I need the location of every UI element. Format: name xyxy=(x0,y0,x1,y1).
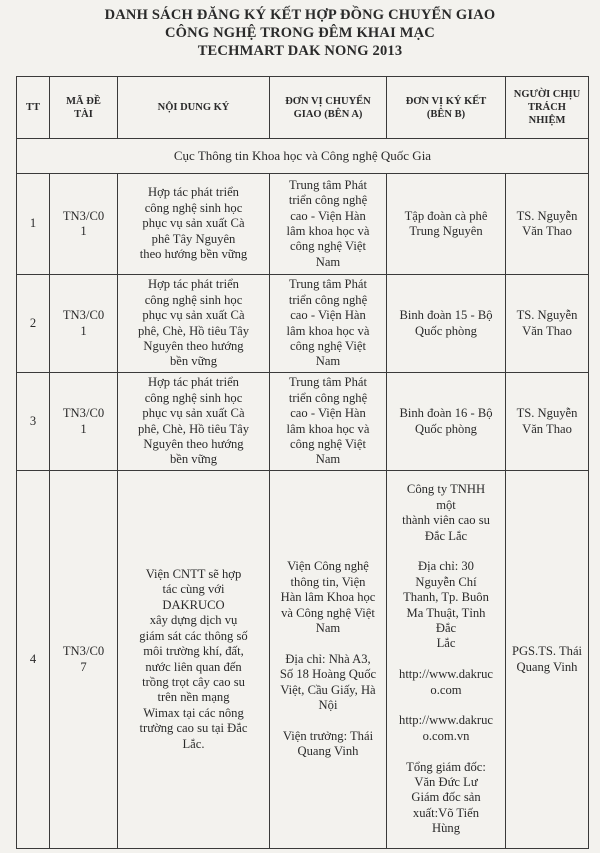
cell-party-b: Tập đoàn cà phê Trung Nguyên xyxy=(387,174,506,275)
cell-party-a: Trung tâm Phát triển công nghệ cao - Viện Hàn lâm khoa học và công nghệ Việt Nam xyxy=(270,275,387,373)
contract-registration-table xyxy=(16,76,589,849)
cell-tt: 1 xyxy=(17,174,50,275)
cell-party-a: Trung tâm Phát triển công nghệ cao - Viện Hàn lâm khoa học và công nghệ Việt Nam xyxy=(270,373,387,471)
cell-responsible: PGS.TS. Thái Quang Vinh xyxy=(506,471,589,849)
cell-code: TN3/C0 7 xyxy=(50,471,118,849)
cell-party-b: Công ty TNHH một thành viên cao su Đắc Lắc Địa chỉ: 30 Nguyễn Chí Thanh, Tp. Buôn Ma Thuật, Tỉnh Đắc Lắc http://www.dakruc o.com http://www.dakruc o.com.vn Tổng giám đốc: Văn Đức Lư Giám đốc sản xuất:Võ Tiến Hùng xyxy=(387,471,506,849)
agency-row xyxy=(17,139,589,174)
table-row xyxy=(17,174,589,275)
title-line-2: CÔNG NGHỆ TRONG ĐÊM KHAI MẠC xyxy=(165,25,435,41)
cell-tt: 3 xyxy=(17,373,50,471)
cell-code: TN3/C0 1 xyxy=(50,174,118,275)
cell-content: Viện CNTT sẽ hợp tác cùng với DAKRUCO xây dựng dịch vụ giám sát các thông số môi trường khí, đất, nước liên quan đến trồng trọt cây cao su trên nền mạng Wimax tại các nông trường cao su tại Đắc Lắc. xyxy=(118,471,270,849)
header-content: NỘI DUNG KÝ xyxy=(118,77,270,139)
document-title xyxy=(0,6,600,60)
title-line-1: DANH SÁCH ĐĂNG KÝ KẾT HỢP ĐỒNG CHUYỂN GIAO xyxy=(104,7,496,23)
cell-party-b: Binh đoàn 15 - Bộ Quốc phòng xyxy=(387,275,506,373)
header-responsible: NGƯỜI CHỊU TRÁCH NHIỆM xyxy=(506,77,589,139)
cell-tt: 4 xyxy=(17,471,50,849)
header-code: MÃ ĐỀ TÀI xyxy=(50,77,118,139)
header-tt: TT xyxy=(17,77,50,139)
cell-responsible: TS. Nguyễn Văn Thao xyxy=(506,373,589,471)
cell-code: TN3/C0 1 xyxy=(50,275,118,373)
table-row xyxy=(17,373,589,471)
cell-responsible: TS. Nguyễn Văn Thao xyxy=(506,275,589,373)
cell-party-a: Viện Công nghệ thông tin, Viện Hàn lâm Khoa học và Công nghệ Việt Nam Địa chỉ: Nhà A3, Số 18 Hoàng Quốc Việt, Cầu Giấy, Hà Nội Viện trưởng: Thái Quang Vinh xyxy=(270,471,387,849)
cell-content: Hợp tác phát triển công nghệ sinh học phục vụ sản xuất Cà phê, Chè, Hồ tiêu Tây Nguyên theo hướng bền vững xyxy=(118,373,270,471)
cell-content: Hợp tác phát triển công nghệ sinh học phục vụ sản xuất Cà phê Tây Nguyên theo hướng bền vững xyxy=(118,174,270,275)
title-line-3: TECHMART DAK NONG 2013 xyxy=(197,43,403,59)
cell-party-b: Binh đoàn 16 - Bộ Quốc phòng xyxy=(387,373,506,471)
cell-tt: 2 xyxy=(17,275,50,373)
cell-content: Hợp tác phát triển công nghệ sinh học phục vụ sản xuất Cà phê, Chè, Hồ tiêu Tây Nguyên theo hướng bền vững xyxy=(118,275,270,373)
cell-responsible: TS. Nguyễn Văn Thao xyxy=(506,174,589,275)
cell-party-a: Trung tâm Phát triển công nghệ cao - Viện Hàn lâm khoa học và công nghệ Việt Nam xyxy=(270,174,387,275)
table-row xyxy=(17,471,589,849)
header-party-b: ĐƠN VỊ KÝ KẾT (BÊN B) xyxy=(387,77,506,139)
table-header-row xyxy=(17,77,589,139)
cell-code: TN3/C0 1 xyxy=(50,373,118,471)
agency-name: Cục Thông tin Khoa học và Công nghệ Quốc Gia xyxy=(17,139,589,174)
header-party-a: ĐƠN VỊ CHUYỂN GIAO (BÊN A) xyxy=(270,77,387,139)
table-row xyxy=(17,275,589,373)
